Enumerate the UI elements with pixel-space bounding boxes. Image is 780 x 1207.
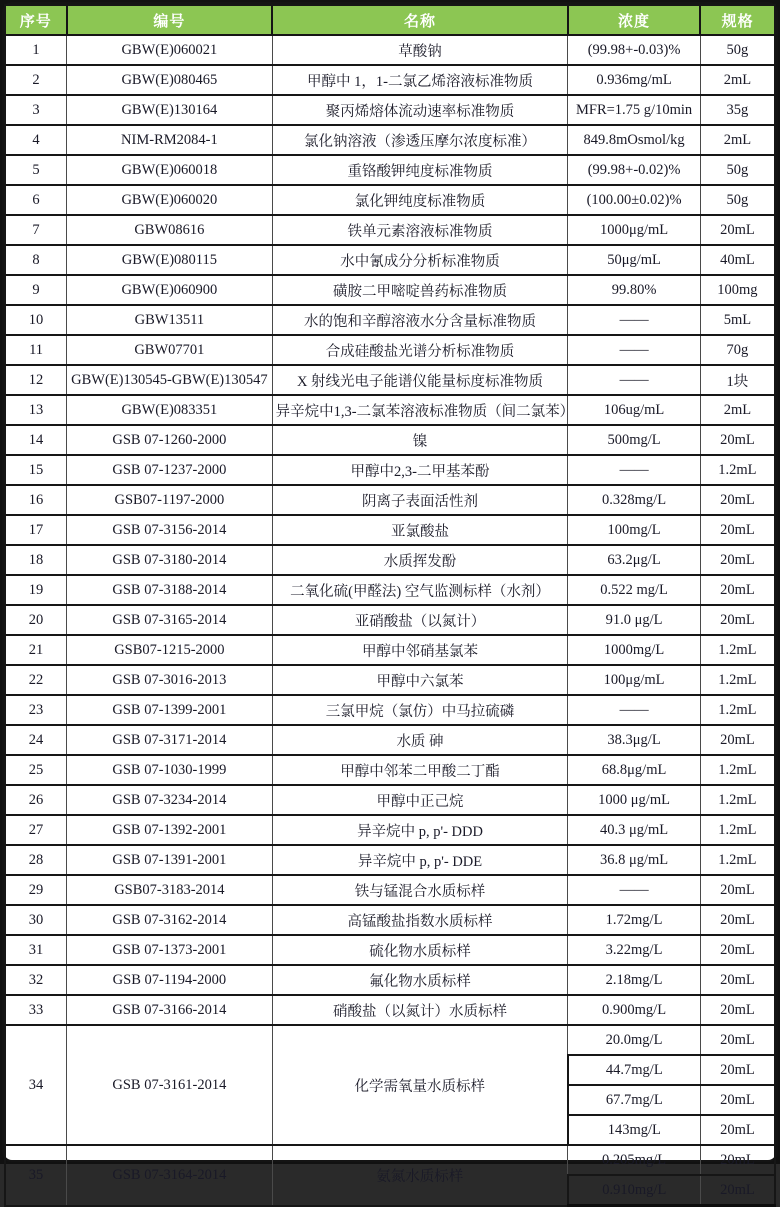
- cell-name: 氟化物水质标样: [272, 965, 568, 995]
- cell-code: GBW08616: [67, 215, 273, 245]
- cell-concentration: ——: [568, 695, 700, 725]
- cell-serial-number: 11: [5, 335, 67, 365]
- cell-name: 重铬酸钾纯度标准物质: [272, 155, 568, 185]
- cell-concentration: 143mg/L: [568, 1115, 700, 1145]
- cell-serial-number: 19: [5, 575, 67, 605]
- table-row: [5, 1025, 775, 1055]
- cell-code: GSB 07-1237-2000: [67, 455, 273, 485]
- cell-name: 水的饱和辛醇溶液水分含量标准物质: [272, 305, 568, 335]
- cell-serial-number: 20: [5, 605, 67, 635]
- cell-code: GSB 07-1399-2001: [67, 695, 273, 725]
- cell-name: 三氯甲烷（氯仿）中马拉硫磷: [272, 695, 568, 725]
- cell-specification: 20mL: [700, 575, 775, 605]
- cell-code: GSB 07-1373-2001: [67, 935, 273, 965]
- cell-specification: 20mL: [700, 1175, 775, 1206]
- table-row: [5, 35, 775, 65]
- table-row: [5, 155, 775, 185]
- cell-serial-number: 16: [5, 485, 67, 515]
- cell-code: GBW(E)130164: [67, 95, 273, 125]
- cell-name: 氯化钠溶液（渗透压摩尔浓度标准）: [272, 125, 568, 155]
- table-row: [5, 965, 775, 995]
- cell-serial-number: 35: [5, 1145, 67, 1206]
- table-row: [5, 785, 775, 815]
- cell-name: X 射线光电子能谱仪能量标度标准物质: [272, 365, 568, 395]
- cell-name: 亚氯酸盐: [272, 515, 568, 545]
- cell-name: 硫化物水质标样: [272, 935, 568, 965]
- cell-concentration: 1000mg/L: [568, 635, 700, 665]
- table-row: [5, 995, 775, 1025]
- cell-concentration: 0.522 mg/L: [568, 575, 700, 605]
- table-row: [5, 815, 775, 845]
- cell-concentration: 67.7mg/L: [568, 1085, 700, 1115]
- cell-specification: 20mL: [700, 515, 775, 545]
- cell-concentration: 63.2μg/L: [568, 545, 700, 575]
- table-row: [5, 425, 775, 455]
- cell-name: 合成硅酸盐光谱分析标准物质: [272, 335, 568, 365]
- cell-serial-number: 3: [5, 95, 67, 125]
- cell-name: 氯化钾纯度标准物质: [272, 185, 568, 215]
- cell-name: 高锰酸盐指数水质标样: [272, 905, 568, 935]
- cell-name: 铁与锰混合水质标样: [272, 875, 568, 905]
- cell-name: 水质 砷: [272, 725, 568, 755]
- cell-specification: 1.2mL: [700, 695, 775, 725]
- cell-name: 铁单元素溶液标准物质: [272, 215, 568, 245]
- table-row: [5, 185, 775, 215]
- cell-serial-number: 32: [5, 965, 67, 995]
- table-row: [5, 485, 775, 515]
- cell-concentration: 50μg/mL: [568, 245, 700, 275]
- cell-concentration: ——: [568, 305, 700, 335]
- cell-serial-number: 17: [5, 515, 67, 545]
- table-row: [5, 305, 775, 335]
- cell-concentration: 3.22mg/L: [568, 935, 700, 965]
- cell-serial-number: 26: [5, 785, 67, 815]
- cell-name: 化学需氧量水质标样: [272, 1025, 568, 1145]
- table-row: [5, 725, 775, 755]
- cell-serial-number: 13: [5, 395, 67, 425]
- cell-serial-number: 2: [5, 65, 67, 95]
- cell-concentration: ——: [568, 335, 700, 365]
- cell-concentration: 2.18mg/L: [568, 965, 700, 995]
- cell-name: 聚丙烯熔体流动速率标准物质: [272, 95, 568, 125]
- cell-serial-number: 18: [5, 545, 67, 575]
- cell-specification: 40mL: [700, 245, 775, 275]
- cell-concentration: 0.900mg/L: [568, 995, 700, 1025]
- cell-serial-number: 21: [5, 635, 67, 665]
- cell-serial-number: 7: [5, 215, 67, 245]
- cell-name: 硝酸盐（以氮计）水质标样: [272, 995, 568, 1025]
- standards-table: [4, 4, 776, 1207]
- cell-serial-number: 24: [5, 725, 67, 755]
- cell-specification: 20mL: [700, 215, 775, 245]
- cell-serial-number: 31: [5, 935, 67, 965]
- cell-concentration: 0.205mg/L: [568, 1145, 700, 1175]
- cell-serial-number: 14: [5, 425, 67, 455]
- cell-concentration: 68.8μg/mL: [568, 755, 700, 785]
- cell-specification: 50g: [700, 35, 775, 65]
- table-row: [5, 845, 775, 875]
- cell-code: GBW13511: [67, 305, 273, 335]
- table-row: [5, 95, 775, 125]
- cell-name: 磺胺二甲嘧啶兽药标准物质: [272, 275, 568, 305]
- cell-concentration: 99.80%: [568, 275, 700, 305]
- cell-concentration: 38.3μg/L: [568, 725, 700, 755]
- cell-code: GSB 07-3164-2014: [67, 1145, 273, 1206]
- cell-name: 水中氰成分分析标准物质: [272, 245, 568, 275]
- table-row: [5, 455, 775, 485]
- col-header-concentration: 浓度: [568, 5, 700, 35]
- cell-code: GSB 07-3162-2014: [67, 905, 273, 935]
- cell-specification: 1.2mL: [700, 845, 775, 875]
- cell-concentration: 0.910mg/L: [568, 1175, 700, 1206]
- cell-name: 镍: [272, 425, 568, 455]
- cell-serial-number: 12: [5, 365, 67, 395]
- table-body: [5, 35, 775, 1206]
- cell-name: 亚硝酸盐（以氮计）: [272, 605, 568, 635]
- col-header-name: 名称: [272, 5, 568, 35]
- cell-name: 甲醇中邻硝基氯苯: [272, 635, 568, 665]
- cell-concentration: ——: [568, 455, 700, 485]
- cell-code: GSB 07-3180-2014: [67, 545, 273, 575]
- cell-specification: 1块: [700, 365, 775, 395]
- cell-code: GSB 07-3171-2014: [67, 725, 273, 755]
- cell-name: 甲醇中 1，1-二氯乙烯溶液标准物质: [272, 65, 568, 95]
- table-row: [5, 275, 775, 305]
- table-row: [5, 215, 775, 245]
- cell-specification: 20mL: [700, 1055, 775, 1085]
- cell-code: GBW(E)083351: [67, 395, 273, 425]
- cell-name: 二氧化硫(甲醛法) 空气监测标样（水剂）: [272, 575, 568, 605]
- cell-specification: 20mL: [700, 935, 775, 965]
- cell-code: GSB 07-3016-2013: [67, 665, 273, 695]
- cell-concentration: 1000 μg/mL: [568, 785, 700, 815]
- cell-concentration: ——: [568, 875, 700, 905]
- cell-name: 异辛烷中1,3-二氯苯溶液标准物质（间二氯苯）: [272, 395, 568, 425]
- cell-code: GSB07-1215-2000: [67, 635, 273, 665]
- cell-specification: 20mL: [700, 965, 775, 995]
- col-header-serial-number: 序号: [5, 5, 67, 35]
- cell-specification: 50g: [700, 185, 775, 215]
- cell-specification: 35g: [700, 95, 775, 125]
- table-row: [5, 635, 775, 665]
- header-row: [5, 5, 775, 35]
- cell-serial-number: 8: [5, 245, 67, 275]
- cell-concentration: 100μg/mL: [568, 665, 700, 695]
- cell-code: GSB07-1197-2000: [67, 485, 273, 515]
- cell-concentration: 0.936mg/mL: [568, 65, 700, 95]
- cell-code: GBW(E)080465: [67, 65, 273, 95]
- cell-specification: 20mL: [700, 425, 775, 455]
- cell-serial-number: 4: [5, 125, 67, 155]
- cell-serial-number: 6: [5, 185, 67, 215]
- cell-serial-number: 10: [5, 305, 67, 335]
- cell-serial-number: 25: [5, 755, 67, 785]
- cell-specification: 1.2mL: [700, 815, 775, 845]
- cell-name: 阴离子表面活性剂: [272, 485, 568, 515]
- cell-specification: 2mL: [700, 395, 775, 425]
- cell-serial-number: 29: [5, 875, 67, 905]
- table-row: [5, 1145, 775, 1175]
- cell-concentration: ——: [568, 365, 700, 395]
- table-row: [5, 365, 775, 395]
- cell-code: GSB 07-1030-1999: [67, 755, 273, 785]
- cell-code: NIM-RM2084-1: [67, 125, 273, 155]
- cell-code: GBW(E)060020: [67, 185, 273, 215]
- cell-concentration: 36.8 μg/mL: [568, 845, 700, 875]
- cell-specification: 1.2mL: [700, 665, 775, 695]
- cell-code: GBW(E)130545-GBW(E)130547: [67, 365, 273, 395]
- cell-name: 水质挥发酚: [272, 545, 568, 575]
- cell-name: 甲醇中正己烷: [272, 785, 568, 815]
- table-row: [5, 335, 775, 365]
- cell-concentration: 1.72mg/L: [568, 905, 700, 935]
- cell-specification: 20mL: [700, 905, 775, 935]
- table-row: [5, 875, 775, 905]
- cell-specification: 1.2mL: [700, 785, 775, 815]
- cell-code: GBW(E)060021: [67, 35, 273, 65]
- cell-serial-number: 9: [5, 275, 67, 305]
- cell-specification: 1.2mL: [700, 455, 775, 485]
- col-header-specification: 规格: [700, 5, 775, 35]
- cell-specification: 20mL: [700, 1085, 775, 1115]
- cell-concentration: MFR=1.75 g/10min: [568, 95, 700, 125]
- cell-code: GSB 07-3166-2014: [67, 995, 273, 1025]
- table-row: [5, 545, 775, 575]
- table-row: [5, 395, 775, 425]
- cell-specification: 50g: [700, 155, 775, 185]
- cell-code: GSB 07-1391-2001: [67, 845, 273, 875]
- cell-serial-number: 30: [5, 905, 67, 935]
- cell-code: GSB 07-3156-2014: [67, 515, 273, 545]
- cell-code: GSB 07-3161-2014: [67, 1025, 273, 1145]
- cell-code: GSB 07-1260-2000: [67, 425, 273, 455]
- table-row: [5, 695, 775, 725]
- cell-specification: 20mL: [700, 545, 775, 575]
- cell-concentration: 91.0 μg/L: [568, 605, 700, 635]
- cell-name: 异辛烷中 p, p'- DDE: [272, 845, 568, 875]
- cell-specification: 20mL: [700, 875, 775, 905]
- cell-serial-number: 5: [5, 155, 67, 185]
- cell-code: GSB 07-1194-2000: [67, 965, 273, 995]
- cell-name: 甲醇中六氯苯: [272, 665, 568, 695]
- cell-concentration: 106ug/mL: [568, 395, 700, 425]
- cell-code: GSB 07-3234-2014: [67, 785, 273, 815]
- standards-table-frame: [2, 2, 778, 1198]
- cell-code: GSB 07-1392-2001: [67, 815, 273, 845]
- cell-code: GSB 07-3188-2014: [67, 575, 273, 605]
- cell-specification: 20mL: [700, 995, 775, 1025]
- cell-code: GBW(E)080115: [67, 245, 273, 275]
- cell-concentration: 100mg/L: [568, 515, 700, 545]
- cell-serial-number: 23: [5, 695, 67, 725]
- cell-specification: 20mL: [700, 605, 775, 635]
- cell-code: GSB 07-3165-2014: [67, 605, 273, 635]
- table-row: [5, 905, 775, 935]
- cell-concentration: 40.3 μg/mL: [568, 815, 700, 845]
- cell-serial-number: 34: [5, 1025, 67, 1145]
- cell-serial-number: 28: [5, 845, 67, 875]
- col-header-code: 编号: [67, 5, 273, 35]
- cell-concentration: (100.00±0.02)%: [568, 185, 700, 215]
- cell-concentration: 0.328mg/L: [568, 485, 700, 515]
- table-row: [5, 755, 775, 785]
- table-row: [5, 575, 775, 605]
- cell-specification: 20mL: [700, 725, 775, 755]
- cell-concentration: 20.0mg/L: [568, 1025, 700, 1055]
- table-row: [5, 935, 775, 965]
- cell-specification: 5mL: [700, 305, 775, 335]
- cell-specification: 20mL: [700, 1025, 775, 1055]
- cell-name: 异辛烷中 p, p'- DDD: [272, 815, 568, 845]
- cell-name: 草酸钠: [272, 35, 568, 65]
- cell-concentration: 44.7mg/L: [568, 1055, 700, 1085]
- cell-concentration: 1000μg/mL: [568, 215, 700, 245]
- cell-specification: 2mL: [700, 125, 775, 155]
- cell-serial-number: 15: [5, 455, 67, 485]
- cell-code: GBW(E)060900: [67, 275, 273, 305]
- table-row: [5, 245, 775, 275]
- cell-name: 氨氮水质标样: [272, 1145, 568, 1206]
- table-row: [5, 605, 775, 635]
- cell-serial-number: 27: [5, 815, 67, 845]
- cell-concentration: 849.8mOsmol/kg: [568, 125, 700, 155]
- cell-name: 甲醇中2,3-二甲基苯酚: [272, 455, 568, 485]
- table-row: [5, 65, 775, 95]
- cell-concentration: 500mg/L: [568, 425, 700, 455]
- cell-specification: 1.2mL: [700, 635, 775, 665]
- cell-specification: 70g: [700, 335, 775, 365]
- table-row: [5, 515, 775, 545]
- cell-code: GBW07701: [67, 335, 273, 365]
- cell-specification: 2mL: [700, 65, 775, 95]
- cell-concentration: (99.98+-0.02)%: [568, 155, 700, 185]
- cell-specification: 20mL: [700, 1115, 775, 1145]
- cell-name: 甲醇中邻苯二甲酸二丁酯: [272, 755, 568, 785]
- cell-code: GSB07-3183-2014: [67, 875, 273, 905]
- cell-serial-number: 1: [5, 35, 67, 65]
- cell-concentration: (99.98+-0.03)%: [568, 35, 700, 65]
- cell-specification: 20mL: [700, 1145, 775, 1175]
- cell-code: GBW(E)060018: [67, 155, 273, 185]
- table-row: [5, 125, 775, 155]
- cell-serial-number: 33: [5, 995, 67, 1025]
- cell-specification: 100mg: [700, 275, 775, 305]
- cell-specification: 1.2mL: [700, 755, 775, 785]
- cell-serial-number: 22: [5, 665, 67, 695]
- cell-specification: 20mL: [700, 485, 775, 515]
- table-row: [5, 665, 775, 695]
